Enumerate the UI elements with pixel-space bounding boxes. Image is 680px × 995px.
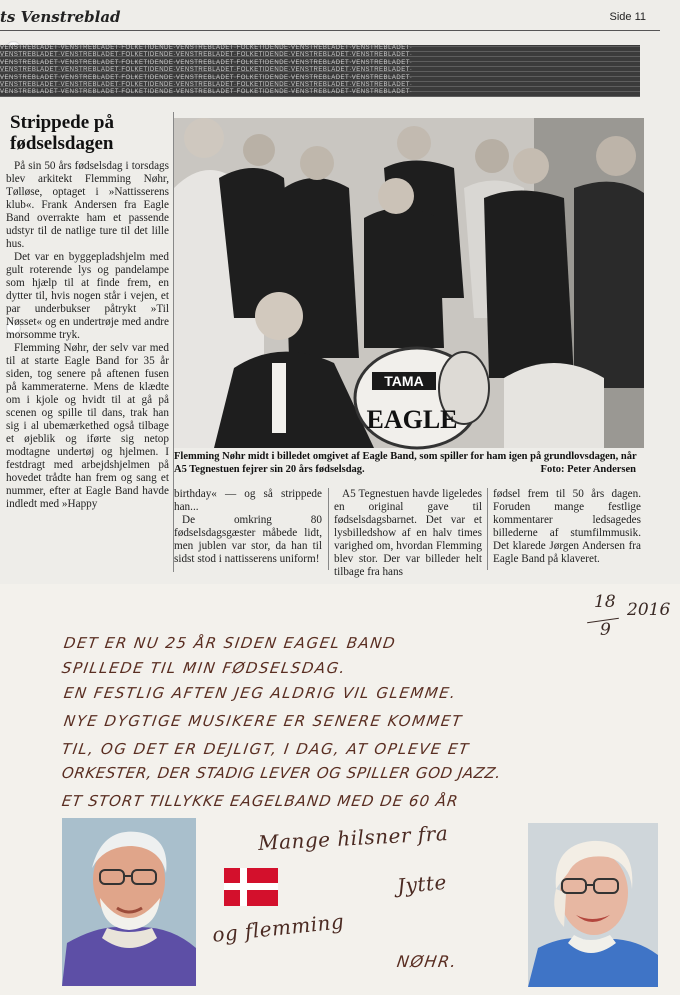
photo-illustration	[174, 118, 644, 448]
note-line: EN FESTLIG AFTEN JEG ALDRIG VIL GLEMME.	[62, 684, 458, 702]
masthead-banner: VENSTREBLADET·VENSTREBLADET·FOLKETIDENDE·VENSTREBLADET·FOLKETIDENDE·VENSTREBLADET·VENSTREBLADET· VENSTREBLADET·VENSTREBLADET·FOLKETIDENDE·VENSTREBLADET·FOLKETIDENDE·VENSTREBLADET·VENSTREBLADET· VENSTREBLADET·VENSTREBLADET·FOLKETIDENDE·VENSTREBLADET·FOLKETIDENDE·VENSTREBLADET·VENSTREBLADET· VENSTREBLADET·VENSTREBLADET·FOLKETIDENDE·VENSTREBLADET·FOLKETIDENDE·VENSTREBLADET·VENSTREBLADET· VENSTREBLADET·VENSTREBLADET·FOLKETIDENDE·VENSTREBLADET·FOLKETIDENDE·VENSTREBLADET·VENSTREBLADET· VENSTREBLADET·VENSTREBLADET·FOLKETIDENDE·VENSTREBLADET·FOLKETIDENDE·VENSTREBLADET·VENSTREBLADET· VENSTREBLADET·VENSTREBLADET·FOLKETIDENDE·VENSTREBLADET·FOLKETIDENDE·VENSTREBLADET·VENSTREBLADET·	[0, 45, 640, 97]
signature-flemming: og flemming	[211, 909, 346, 947]
article-column-3	[334, 488, 482, 578]
note-line: DET ER NU 25 ÅR SIDEN EAGEL BAND	[62, 634, 398, 652]
greeting: Mange hilsner fra	[257, 821, 449, 855]
article-column-1	[6, 112, 174, 572]
article-column-4	[493, 488, 641, 570]
note-line: NYE DYGTIGE MUSIKERE ER SENERE KOMMET	[62, 712, 464, 730]
drum-brand-text: TAMA	[384, 373, 424, 389]
note-line: TIL, OG DET ER DEJLIGT, I DAG, AT OPLEVE ET	[60, 740, 471, 758]
paragraph: Flemming Nøhr, der selv var med til at starte Eagle Band for 35 år siden, tog senere på aftenen fusen på kammeraterne. Mens de klædte om i kjole og hvidt til at gå på scenen og spille til dans, trak han sig i al ubemærkethed også tilbage et øjeblik og iførte sig netop modtagne undertøj og hjelmen. I festdragt med arbejdshjelmen på hovedet trådte han frem og sang et nummer, efter at Eagle Band havde indledt med »Happy	[6, 342, 169, 510]
drum-eagle-text: EAGLE	[366, 405, 458, 434]
date-year: 2016	[627, 600, 671, 620]
date-day: 18	[594, 592, 616, 612]
portrait-man	[62, 818, 196, 986]
photo-credit: Foto: Peter Andersen	[540, 463, 636, 475]
page-number: Side 11	[609, 11, 646, 23]
portrait-woman	[528, 823, 658, 987]
paragraph: På sin 50 års fødselsdag i torsdags blev arkitekt Flemming Nøhr, Tølløse, optaget i »Nattisserens klub«. Frank Andersen fra Eagle Band overrakte ham et passende udstyr til de natlige ture til det lille hus.	[6, 160, 169, 250]
portrait-man-illustration	[62, 818, 196, 986]
article-body	[6, 160, 169, 511]
paragraph: De omkring 80 fødselsdagsgæster måbede lidt, men jublen var stor, da han til sidst stod i nattisserens uniform!	[174, 514, 322, 565]
article-column-2	[174, 488, 322, 570]
masthead	[0, 8, 660, 31]
column-divider	[328, 488, 329, 570]
note-line: ET STORT TILLYKKE EAGELBAND MED DE 60 ÅR	[60, 792, 460, 810]
paragraph: Det var en byggepladshjelm med gult roterende lys og pandelampe som hjælp til at finde frem, en dytter til, hvis nogen står i vejen, et par underbukser påtrykt »Til Nøsset« og en undertrøje med andre morsomme tryk.	[6, 251, 169, 341]
paragraph: birthday« — og så strippede han...	[174, 488, 322, 513]
signature-surname: NØHR.	[395, 952, 459, 971]
signature-jytte: Jytte	[396, 869, 448, 899]
band-photo	[174, 118, 644, 448]
caption-text: Flemming Nøhr midt i billedet omgivet af Eagle Band, som spiller for ham igen på grundlovsdagen, når A5 Tegnestuen fejrer sin 20 års fødselsdag.	[174, 451, 637, 475]
date-month: 9	[600, 620, 611, 640]
article-headline: Strippede på fødselsdagen	[10, 112, 114, 154]
paragraph: A5 Tegnestuen havde ligeledes en original gave til fødselsdagsbarnet. Det var et lysbilledshow af en halv times varighed om, hvordan Flemming blev stor. Der var billeder helt tilbage fra hans	[334, 488, 482, 578]
note-line: SPILLEDE TIL MIN FØDSELSDAG.	[60, 659, 348, 677]
note-line: ORKESTER, DER STADIG LEVER OG SPILLER GOD JAZZ.	[60, 764, 503, 782]
danish-flag-icon	[224, 868, 278, 906]
column-divider	[487, 488, 488, 570]
newspaper-name: ts Venstreblad	[0, 8, 121, 26]
portrait-woman-illustration	[528, 823, 658, 987]
paragraph: fødsel frem til 50 års dagen. Foruden mange festlige kommentarer ledsagedes billederne af stumfilmmusik. Det klarede Jørgen Andersen fra Eagle Band på klaveret.	[493, 488, 641, 565]
photo-caption	[174, 451, 644, 476]
